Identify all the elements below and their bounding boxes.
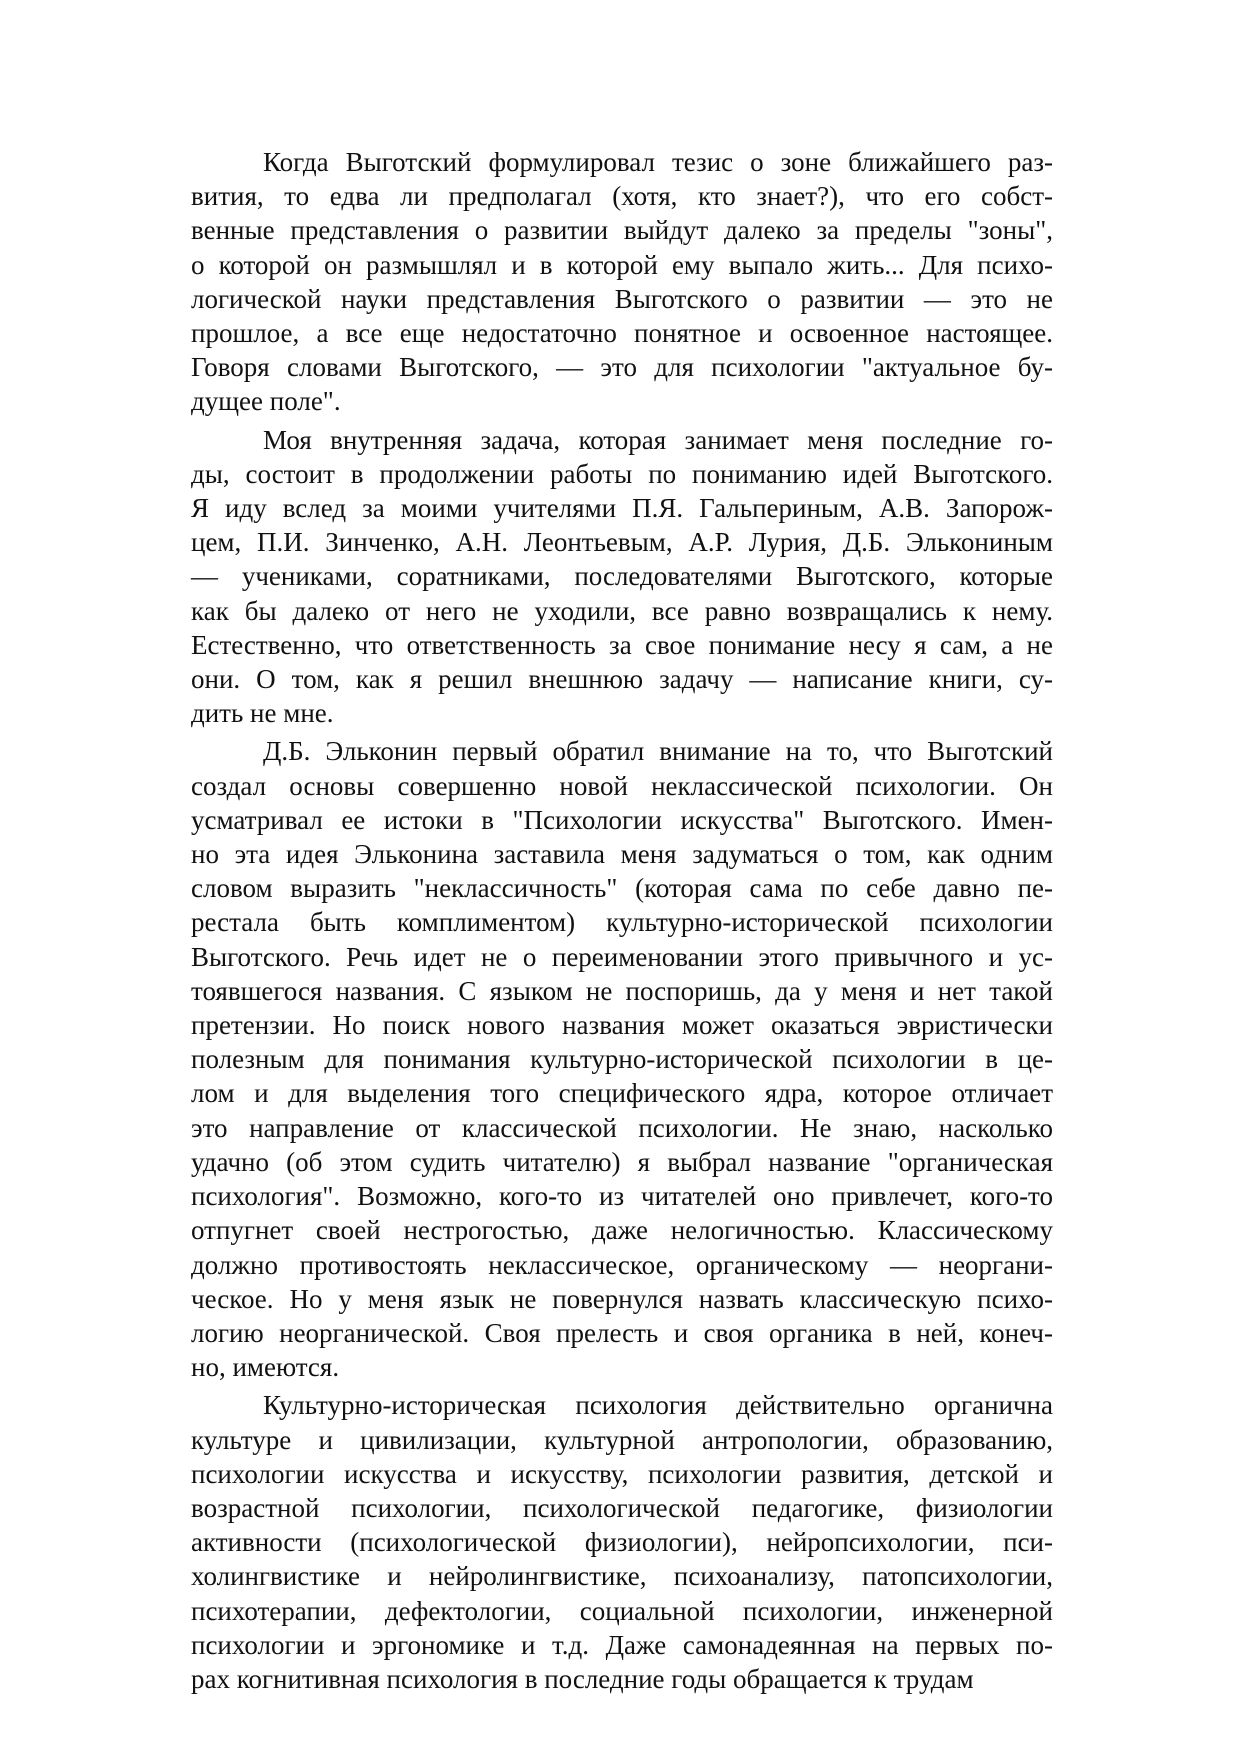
text-line: усматривал ее истоки в "Психологии искусства" Выготского. Имен- — [191, 804, 1053, 835]
text-line: Я иду вслед за моими учителями П.Я. Гальпериным, А.В. Запорож- — [191, 493, 1053, 524]
paragraph — [191, 734, 1053, 1384]
paragraph — [191, 1388, 1053, 1696]
text-line: ды, состоит в продолжении работы по пониманию идей Выготского. — [191, 458, 1053, 489]
text-line: холингвистике и нейролингвистике, психоанализу, патопсихологии, — [191, 1561, 1053, 1592]
body-text — [191, 145, 1053, 1700]
text-line: дущее поле". — [191, 386, 341, 417]
text-line: дить не мне. — [191, 698, 334, 729]
text-line: Когда Выготский формулировал тезис о зоне ближайшего раз- — [263, 147, 1053, 177]
text-line: но эта идея Эльконина заставила меня задуматься о том, как одним — [191, 839, 1053, 870]
text-line: активности (психологической физиологии), нейропсихологии, пси- — [191, 1527, 1053, 1558]
text-line: отпугнет своей нестрогостью, даже нелогичностью. Классическому — [191, 1215, 1053, 1246]
text-line: это направление от классической психологии. Не знаю, насколько — [191, 1112, 1053, 1143]
text-line: рах когнитивная психология в последние годы обращается к трудам — [191, 1663, 974, 1694]
text-line: Говоря словами Выготского, — это для психологии "актуальное бу- — [191, 352, 1053, 383]
text-line: Культурно-историческая психология действительно органична — [263, 1390, 1053, 1421]
text-line: Естественно, что ответственность за свое понимание несу я сам, а не — [191, 629, 1053, 660]
text-line: логической науки представления Выготского о развитии — это не — [191, 283, 1053, 314]
text-line: словом выразить "неклассичность" (которая сама по себе давно пе- — [191, 873, 1053, 904]
text-line: — учениками, соратниками, последователями Выготского, которые — [191, 561, 1053, 592]
paragraph — [191, 145, 1053, 419]
text-line: Моя внутренняя задача, которая занимает меня последние го- — [263, 424, 1053, 455]
text-line: они. О том, как я решил внешнюю задачу — написание книги, су- — [191, 664, 1053, 695]
text-line: психотерапии, дефектологии, социальной психологии, инженерной — [191, 1595, 1053, 1626]
text-line: вития, то едва ли предполагал (хотя, кто знает?), что его собст- — [191, 181, 1053, 212]
text-line: культуре и цивилизации, культурной антропологии, образованию, — [191, 1424, 1053, 1455]
text-line: Выготского. Речь идет не о переименовании этого привычного и ус- — [191, 941, 1053, 972]
text-line: логию неорганической. Своя прелесть и своя органика в ней, конеч- — [191, 1317, 1053, 1348]
text-line: рестала быть комплиментом) культурно-исторической психологии — [191, 907, 1053, 938]
text-line: должно противостоять неклассическое, органическому — неоргани- — [191, 1249, 1053, 1280]
text-line: возрастной психологии, психологической педагогике, физиологии — [191, 1492, 1053, 1523]
text-line: полезным для понимания культурно-исторической психологии в це- — [191, 1044, 1053, 1075]
text-line: венные представления о развитии выйдут далеко за пределы "зоны", — [191, 215, 1053, 246]
text-line: лом и для выделения того специфического ядра, которое отличает — [191, 1078, 1053, 1109]
paragraph — [191, 423, 1053, 731]
text-line: создал основы совершенно новой неклассической психологии. Он — [191, 770, 1053, 801]
text-line: Д.Б. Эльконин первый обратил внимание на то, что Выготский — [263, 736, 1053, 767]
text-line: претензии. Но поиск нового названия может оказаться эвристически — [191, 1010, 1053, 1041]
text-line: удачно (об этом судить читателю) я выбрал название "органическая — [191, 1146, 1053, 1177]
text-line: цем, П.И. Зинченко, А.Н. Леонтьевым, А.Р. Лурия, Д.Б. Элькониным — [191, 527, 1053, 558]
text-line: психологии искусства и искусству, психологии развития, детской и — [191, 1458, 1053, 1489]
text-line: но, имеются. — [191, 1352, 340, 1383]
text-line: как бы далеко от него не уходили, все равно возвращались к нему. — [191, 595, 1053, 626]
text-line: прошлое, а все еще недостаточно понятное и освоенное настоящее. — [191, 318, 1053, 349]
text-line: психология". Возможно, кого-то из читателей оно привлечет, кого-то — [191, 1181, 1053, 1212]
text-line: психологии и эргономике и т.д. Даже самонадеянная на первых по- — [191, 1629, 1053, 1660]
text-line: о которой он размышлял и в которой ему выпало жить... Для психо- — [191, 249, 1053, 280]
text-line: ческое. Но у меня язык не повернулся назвать классическую психо- — [191, 1283, 1053, 1314]
text-line: тоявшегося названия. С языком не поспоришь, да у меня и нет такой — [191, 975, 1053, 1006]
